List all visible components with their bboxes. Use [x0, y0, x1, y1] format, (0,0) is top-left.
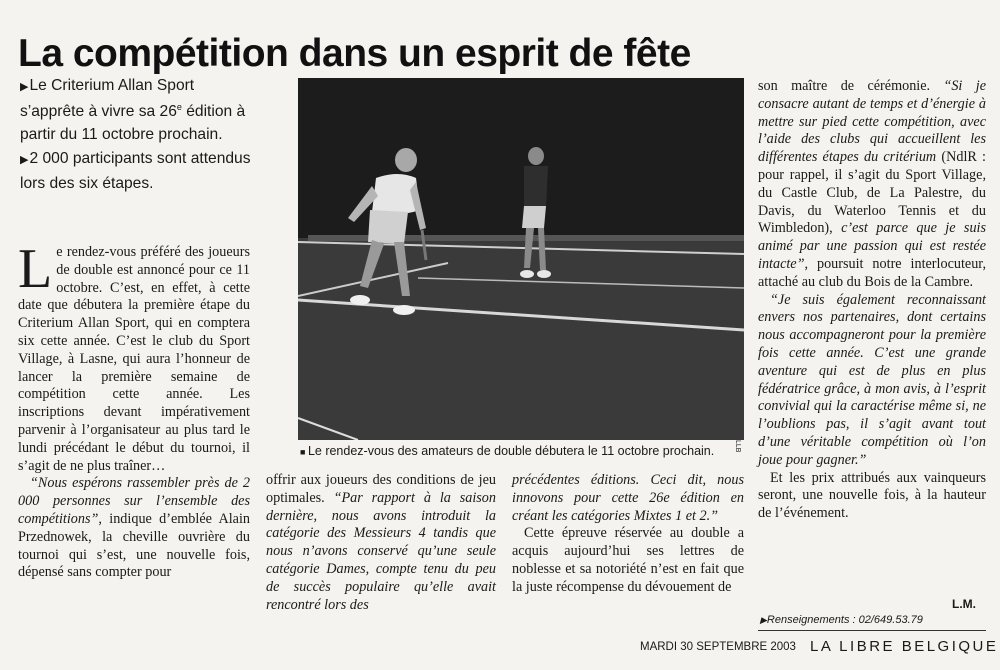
standfirst	[20, 74, 255, 196]
caption-text: Le rendez-vous des amateurs de double débutera le 11 octobre prochain.	[307, 444, 715, 458]
paragraph	[266, 472, 496, 614]
quote: précédentes éditions. Ceci dit, nous innovons pour cette 26e édition en créant les catégories Mixtes 1 et 2.”	[512, 472, 744, 524]
standfirst-paragraph-2	[20, 147, 255, 196]
article-column-3	[512, 472, 744, 597]
bullet-triangle-icon: ▶	[20, 153, 29, 166]
headline: La compétition dans un esprit de fête	[18, 32, 691, 76]
standfirst-text-1: Le Criterium Allan Sport s’apprête à vivre sa 26	[20, 77, 195, 120]
paragraph	[758, 292, 986, 470]
tennis-court-photo	[298, 78, 744, 440]
paragraph-text: , indique d’emblée Alain Przednowek, la cheville ouvrière du tournoi qui s’est, une nouvelle fois, dépensé sans compter pour	[18, 510, 250, 581]
article-column-1	[18, 238, 250, 582]
article-photo	[298, 78, 744, 440]
paragraph-text: e rendez-vous préféré des joueurs de double est annoncé pour ce 11 octobre. C’est, en effet, à cette date que débutera la première étape du Criterium Allan Sport, qui en comptera six cette année. C’est le club du Sport Village, à Lasne, qui aura l’honneur de lancer la première semaine de compétition cette année. Les inscriptions devant impérativement parvenir à l’organisateur au plus tard le lundi précédant le début du tournoi, il s’agit de ne plus traîner…	[18, 244, 250, 474]
quote: c’est parce que je suis animé par une passion qui est restée intacte”	[758, 220, 986, 272]
bullet-triangle-icon: ▶	[760, 615, 767, 625]
paragraph	[18, 475, 250, 582]
bullet-triangle-icon: ▶	[20, 81, 29, 93]
standfirst-text-1-end: édition à partir du 11 octobre prochain.	[20, 102, 246, 143]
info-text: Renseignements : 02/649.53.79	[766, 614, 923, 626]
drop-cap: L	[18, 238, 53, 300]
paragraph	[512, 525, 744, 596]
paragraph	[758, 78, 986, 292]
quote: “Si je consacre autant de temps et d’énergie à mettre sur pied cette compétition, avec l’aide des clubs qui accueillent les différentes étapes du critérium	[758, 78, 986, 166]
photo-caption	[300, 444, 740, 458]
paragraph	[512, 472, 744, 525]
info-line	[760, 614, 923, 626]
paragraph	[18, 238, 250, 475]
paragraph-text: , poursuit notre interlocuteur, attaché au club du Bois de la Cambre.	[758, 255, 986, 290]
paragraph-text: offrir aux joueurs des conditions de jeu optimales.	[266, 472, 496, 506]
paragraph-text: Cette épreuve réservée au double a acquis aujourd’hui ses lettres de noblesse et sa notoriété n’est en fait que la juste récompense du dévouement de	[512, 525, 744, 595]
author-signature: L.M.	[952, 597, 976, 611]
standfirst-paragraph-1	[20, 74, 255, 147]
divider	[758, 630, 986, 631]
paragraph-text: son maître de cérémonie.	[758, 78, 944, 94]
superscript: e	[176, 101, 182, 112]
paragraph-text: Et les prix attribués aux vainqueurs seront, une nouvelle fois, à la hauteur de l’événement.	[758, 469, 986, 522]
newspaper-name: LA LIBRE BELGIQUE	[810, 638, 999, 655]
photo-credit: LLB	[734, 440, 741, 453]
quote: “Je suis également reconnaissant envers nos partenaires, dont certains nous accompagneront pour la première fois cette année. C’est une grande aventure qui est de plus en plus fédératrice grâce, à mon avis, à l’esprit convivial qui la caractérise même si, ne l’oublions pas, il s’agit avant tout d’une véritable compétition où l’on joue pour gagner.”	[758, 291, 986, 468]
footer-date: MARDI 30 SEPTEMBRE 2003	[640, 641, 796, 653]
article-column-4	[758, 78, 986, 523]
paragraph	[758, 470, 986, 523]
caption-square-icon: ■	[300, 447, 308, 457]
article-column-2	[266, 472, 496, 614]
quote: “Nous espérons rassembler près de 2 000 personnes sur l’ensemble des compétitions”	[18, 475, 250, 527]
editor-note: (NdlR : pour rappel, il s’agit du Sport Village, du Castle Club, de La Palestre, du Davis, du Waterloo Tennis et du Wimbledon),	[758, 149, 986, 237]
quote: “Par rapport à la saison dernière, nous avons introduit la catégorie des Messieurs 4 tandis que nous n’avons conservé qu’une seule catégorie Dames, compte tenu du peu de succès populaire qu’elle avait rencontré lors des	[266, 489, 496, 613]
standfirst-text-2: 2 000 participants sont attendus lors des six étapes.	[20, 149, 251, 192]
